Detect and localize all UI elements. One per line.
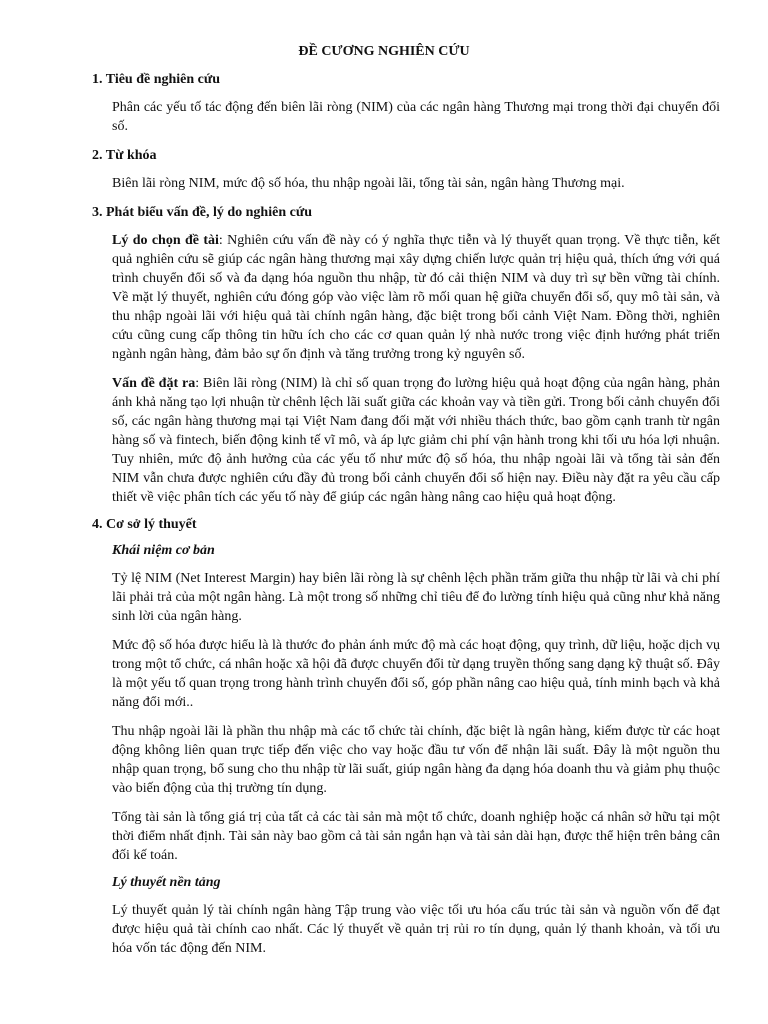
problem-lead: Vấn đề đặt ra [112, 376, 196, 391]
total-assets-paragraph: Tổng tài sản là tổng giá trị của tất cả các tài sản mà một tổ chức, doanh nghiệp hoặc cá nhân sở hữu tại một thời điểm nhất định. Tài sản này bao gồm cả tài sản ngắn hạn và tài sản dài hạn, được thể hiện trên bảng cân đối kế toán. [112, 810, 720, 863]
problem-body: : Biên lãi ròng (NIM) là chỉ số quan trọng đo lường hiệu quả hoạt động của ngân hàng, phản ánh khả năng tạo lợi nhuận từ chênh lệch lãi suất giữa các khoản vay và tiền gửi. Trong bối cảnh chuyển đổi số, các ngân hàng thương mại tại Việt Nam đang đối mặt với nhiều thách thức, bao gồm cạnh tranh từ ngân hàng số và fintech, biến động kinh tế vĩ mô, và áp lực giảm chi phí vận hành trong khi tối ưu hóa lợi nhuận. Tuy nhiên, mức độ ảnh hưởng của các yếu tố như mức độ số hóa, thu nhập ngoài lãi và tổng tài sản đến NIM vẫn chưa được nghiên cứu đầy đủ trong bối cảnh chuyển đổi số hiện nay. Điều này đặt ra yêu cầu cấp thiết về việc phân tích các yếu tố này để giúp các ngân hàng nâng cao hiệu quả hoạt động. [112, 376, 720, 505]
section-1-heading: 1. Tiêu đề nghiên cứu [92, 72, 221, 87]
section-4-heading: 4. Cơ sở lý thuyết [92, 517, 197, 532]
foundation-theory-heading: Lý thuyết nền tảng [112, 875, 221, 890]
basic-concepts-heading: Khái niệm cơ bản [112, 543, 215, 558]
bank-finance-theory-paragraph: Lý thuyết quản lý tài chính ngân hàng Tập trung vào việc tối ưu hóa cấu trúc tài sản và nguồn vốn để đạt được hiệu quả tài chính cao nhất. Các lý thuyết về quản trị rủi ro tín dụng, quản lý thanh khoản, và tối ưu hóa vốn tác động đến NIM. [112, 903, 720, 956]
document-title: ĐỀ CƯƠNG NGHIÊN CỨU [298, 44, 470, 59]
non-interest-income-paragraph: Thu nhập ngoài lãi là phần thu nhập mà các tổ chức tài chính, đặc biệt là ngân hàng, kiếm được từ các hoạt động không liên quan trực tiếp đến việc cho vay hoặc đầu tư vốn để nhận lãi suất. Đây là một nguồn thu nhập quan trọng, bổ sung cho thu nhập từ lãi suất, giúp ngân hàng đa dạng hóa doanh thu và giảm phụ thuộc vào biến động của thị trường tín dụng. [112, 724, 720, 796]
section-3-problem-paragraph [112, 374, 720, 507]
nim-definition-paragraph: Tỷ lệ NIM (Net Interest Margin) hay biên lãi ròng là sự chênh lệch phần trăm giữa thu nhập từ lãi và chi phí lãi phải trả của một ngân hàng. Là một trong số những chỉ tiêu để đo lường tính hiệu quả cũng như khả năng sinh lời của ngân hàng. [112, 571, 720, 624]
section-2-body: Biên lãi ròng NIM, mức độ số hóa, thu nhập ngoài lãi, tổng tài sản, ngân hàng Thương mại. [112, 176, 625, 191]
digitalization-paragraph: Mức độ số hóa được hiểu là là thước đo phản ánh mức độ mà các hoạt động, quy trình, dữ liệu, hoặc dịch vụ trong một tổ chức, cá nhân hoặc xã hội đã được chuyển đổi từ dạng truyền thống sang dạng kỹ thuật số. Đây là một yếu tố quan trọng trong hành trình chuyển đổi số, góp phần nâng cao hiệu quả, tính minh bạch và khả năng đổi mới.. [112, 638, 720, 710]
section-1-body: Phân các yếu tố tác động đến biên lãi ròng (NIM) của các ngân hàng Thương mại trong thời đại chuyển đổi số. [112, 100, 720, 134]
reason-body: : Nghiên cứu vấn đề này có ý nghĩa thực tiễn và lý thuyết quan trọng. Về thực tiễn, kết quả nghiên cứu sẽ giúp các ngân hàng thương mại xây dựng chiến lược quản trị hiệu quả, thích ứng với quá trình chuyển đổi số và đa dạng hóa nguồn thu nhập, từ đó cải thiện NIM và duy trì sự bền vững tài chính. Về mặt lý thuyết, nghiên cứu đóng góp vào việc làm rõ mối quan hệ giữa chuyển đổi số, quy mô tài sản, và thu nhập ngoài lãi với hiệu quả tài chính ngân hàng, đặc biệt trong bối cảnh Việt Nam. Đồng thời, nghiên cứu cũng cung cấp thông tin hữu ích cho các cơ quan quản lý nhà nước trong việc định hướng phát triển ngành ngân hàng, đảm bảo sự ổn định và tăng trưởng trong kỷ nguyên số. [112, 233, 720, 362]
section-3-heading: 3. Phát biểu vấn đề, lý do nghiên cứu [92, 205, 313, 220]
reason-lead: Lý do chọn đề tài [112, 233, 219, 248]
section-2-heading: 2. Từ khóa [92, 148, 157, 163]
section-3-reason-paragraph [112, 231, 720, 364]
